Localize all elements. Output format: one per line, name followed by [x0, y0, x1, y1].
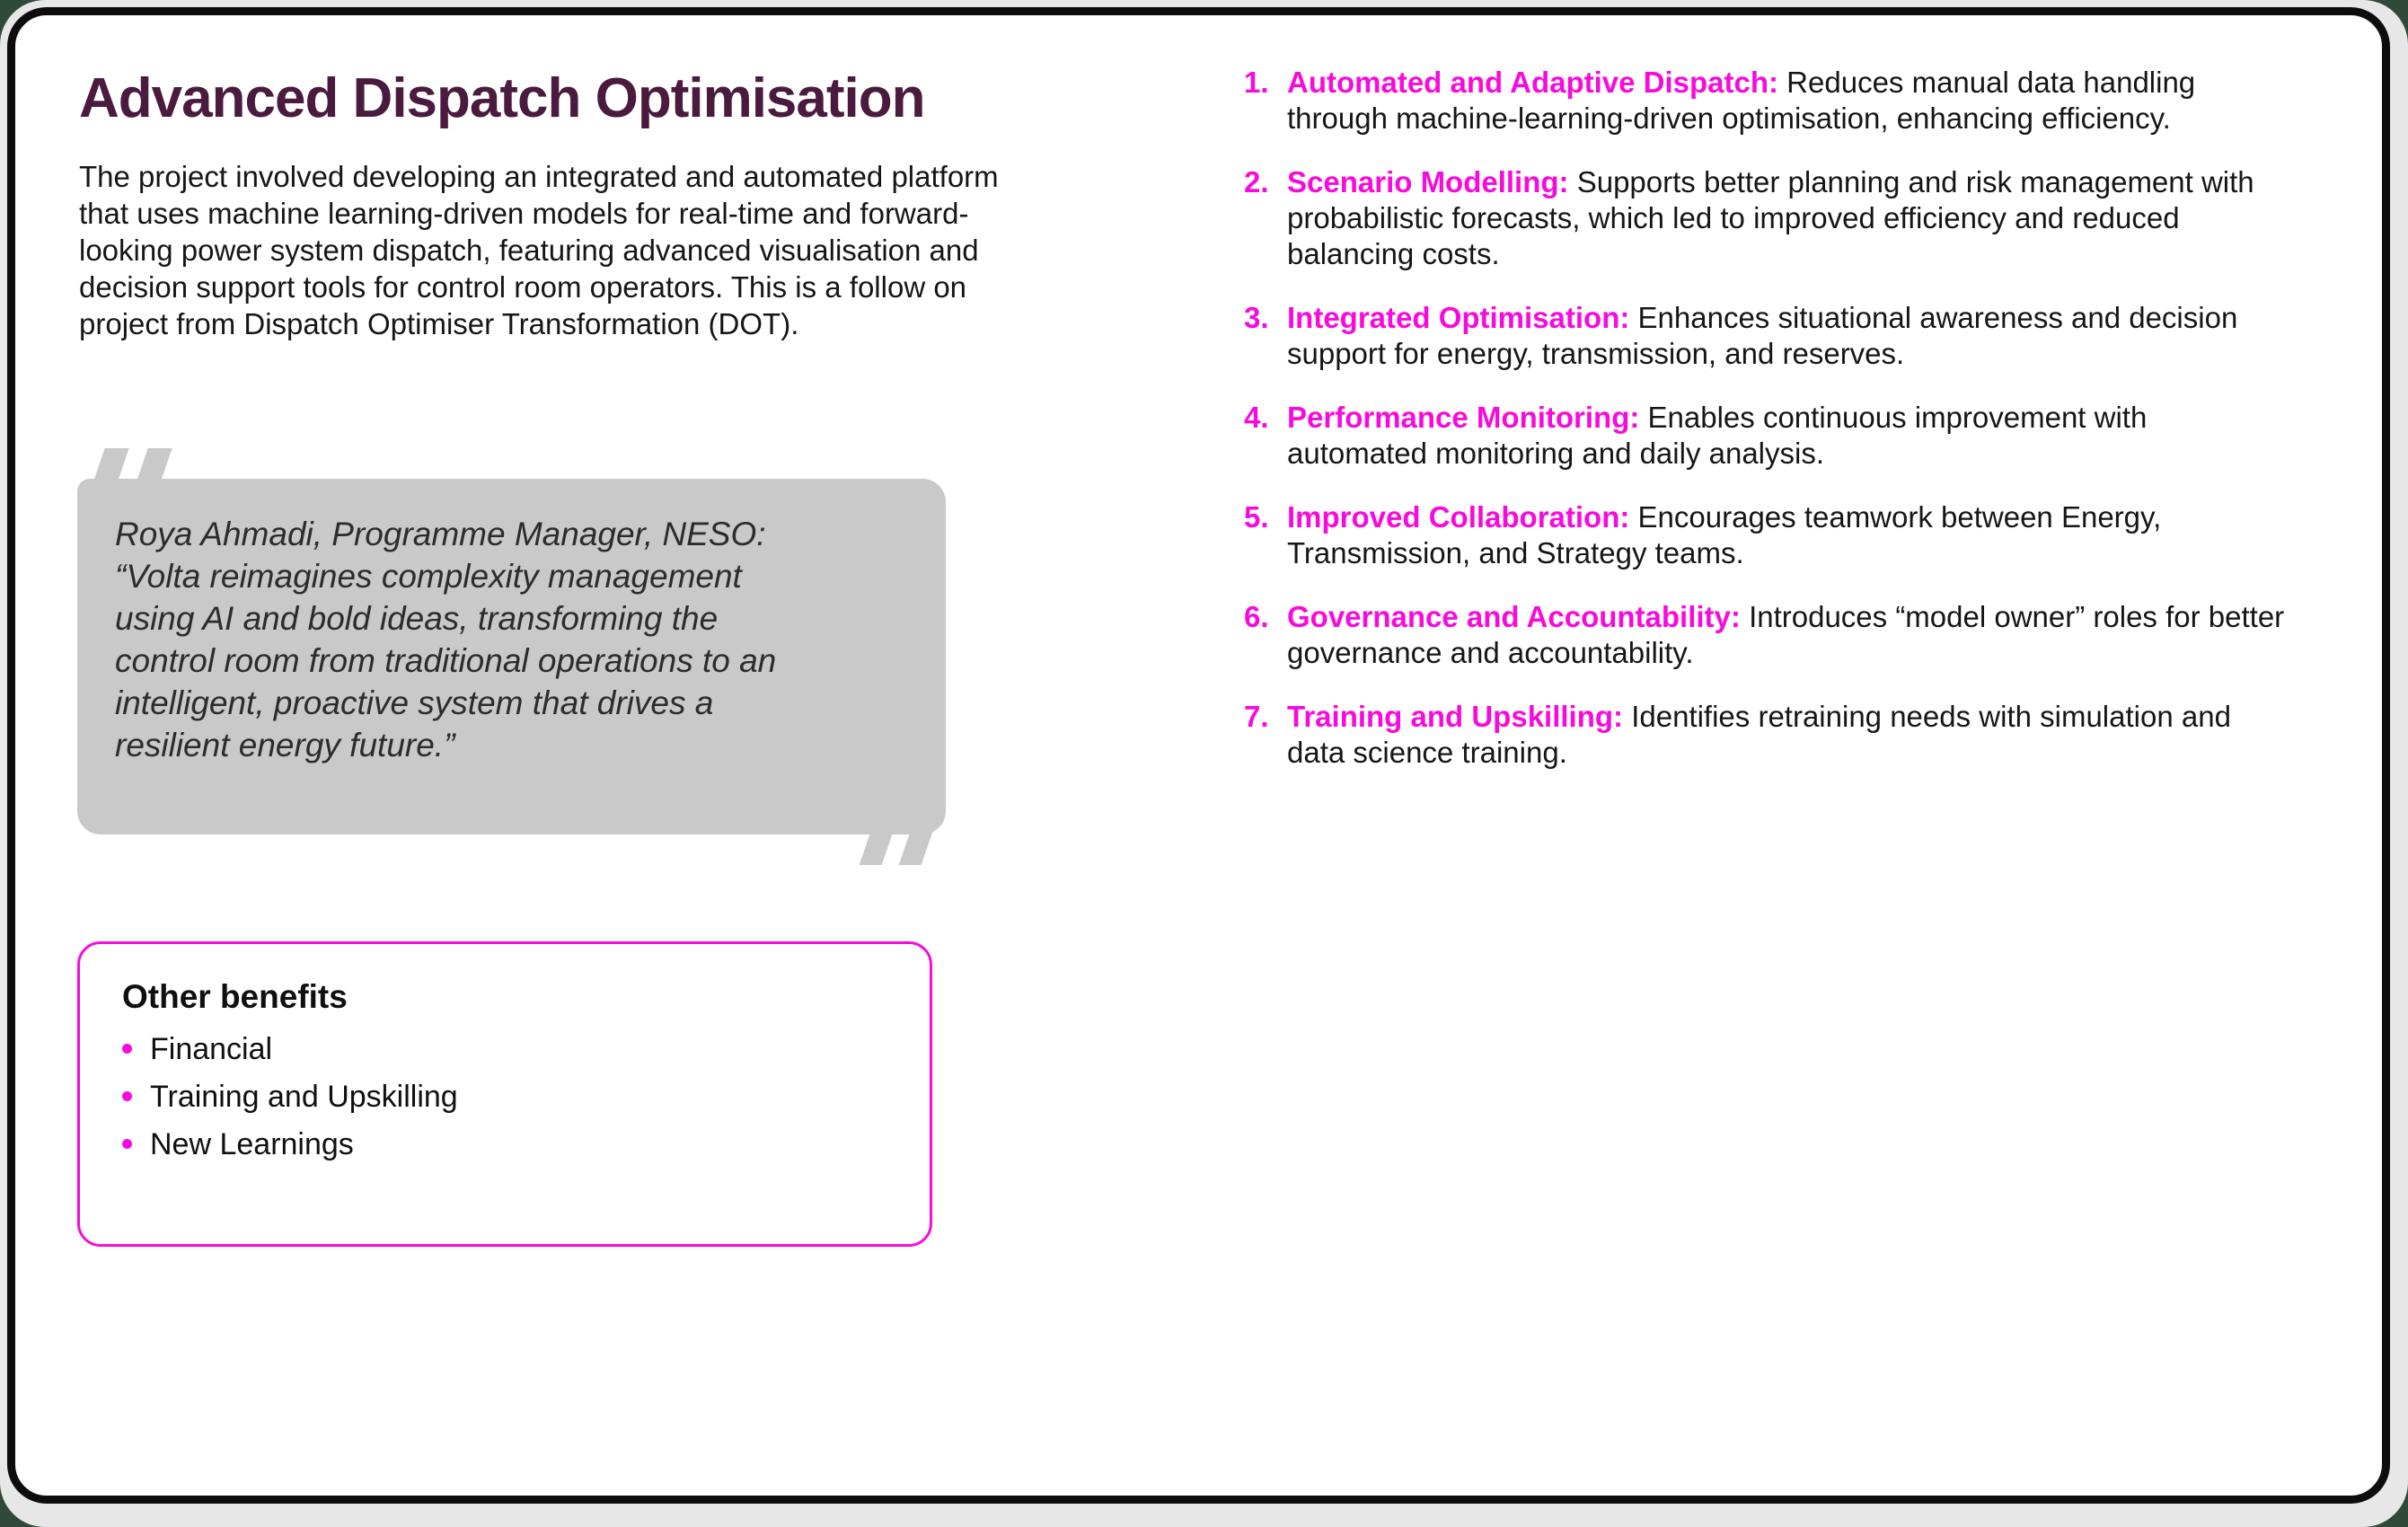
quote-block: [77, 479, 946, 834]
item-number: 4.: [1244, 401, 1269, 434]
item-number: 3.: [1244, 301, 1269, 334]
list-item: [1244, 599, 2329, 671]
intro-paragraph: The project involved developing an integrated and automated platform that uses machine learning-driven models for real-time and forward-looking power system dispatch, featuring advanced visualisation and decision support tools for control room operators. This is a follow on project from Dispatch Optimiser Transformation (DOT).: [79, 160, 999, 340]
item-text: Reduces manual data handling through machine-learning-driven optimisation, enhancing efficiency.: [1287, 66, 2196, 135]
list-item: [1244, 300, 2329, 372]
list-item: [122, 1129, 903, 1160]
item-number: 6.: [1244, 600, 1269, 633]
item-number: 2.: [1244, 165, 1269, 199]
item-heading: Integrated Optimisation:: [1287, 301, 1630, 334]
item-number: 1.: [1244, 66, 1269, 99]
item-text: Encourages teamwork between Energy, Transmission, and Strategy teams.: [1287, 500, 2162, 569]
benefit-label: Training and Upskilling: [150, 1080, 458, 1114]
list-item: [1244, 499, 2329, 571]
bullet-dot-icon: [122, 1139, 132, 1149]
list-item: [122, 1081, 903, 1112]
item-text: Enhances situational awareness and decision support for energy, transmission, and reserves.: [1287, 301, 2238, 370]
benefit-label: New Learnings: [150, 1127, 354, 1161]
quote-text: “Volta reimagines complexity management using AI and bold ideas, transforming the control room from traditional operations to an intelligent, proactive system that drives a resilient energy future.”: [115, 558, 777, 764]
item-text: Introduces “model owner” roles for better governance and accountability.: [1287, 600, 2285, 669]
bullet-dot-icon: [122, 1044, 132, 1054]
item-text: Supports better planning and risk management with probabilistic forecasts, which led to improved efficiency and reduced balancing costs.: [1287, 165, 2254, 270]
list-item: [1244, 400, 2329, 472]
item-heading: Improved Collaboration:: [1287, 500, 1630, 534]
list-item: [1244, 65, 2329, 137]
page-title: Advanced Dispatch Optimisation: [79, 67, 925, 129]
quote-attribution: Roya Ahmadi, Programme Manager, NESO:: [115, 516, 766, 552]
item-heading: Governance and Accountability:: [1287, 600, 1741, 633]
benefits-list: [122, 1034, 903, 1160]
item-heading: Performance Monitoring:: [1287, 401, 1640, 434]
list-item: [1244, 164, 2329, 272]
benefit-label: Financial: [150, 1032, 273, 1066]
key-points-list: [1244, 65, 2329, 799]
item-number: 5.: [1244, 500, 1269, 534]
bullet-dot-icon: [122, 1091, 132, 1101]
item-text: Identifies retraining needs with simulation and data science training.: [1287, 700, 2231, 769]
list-item: [1244, 699, 2329, 771]
benefits-heading: Other benefits: [122, 978, 348, 1015]
item-number: 7.: [1244, 700, 1269, 733]
benefits-box: [77, 941, 932, 1247]
list-item: [122, 1034, 903, 1064]
item-heading: Scenario Modelling:: [1287, 165, 1569, 199]
item-text: Enables continuous improvement with automated monitoring and daily analysis.: [1287, 401, 2148, 470]
item-heading: Training and Upskilling:: [1287, 700, 1624, 733]
item-heading: Automated and Adaptive Dispatch:: [1287, 66, 1778, 99]
